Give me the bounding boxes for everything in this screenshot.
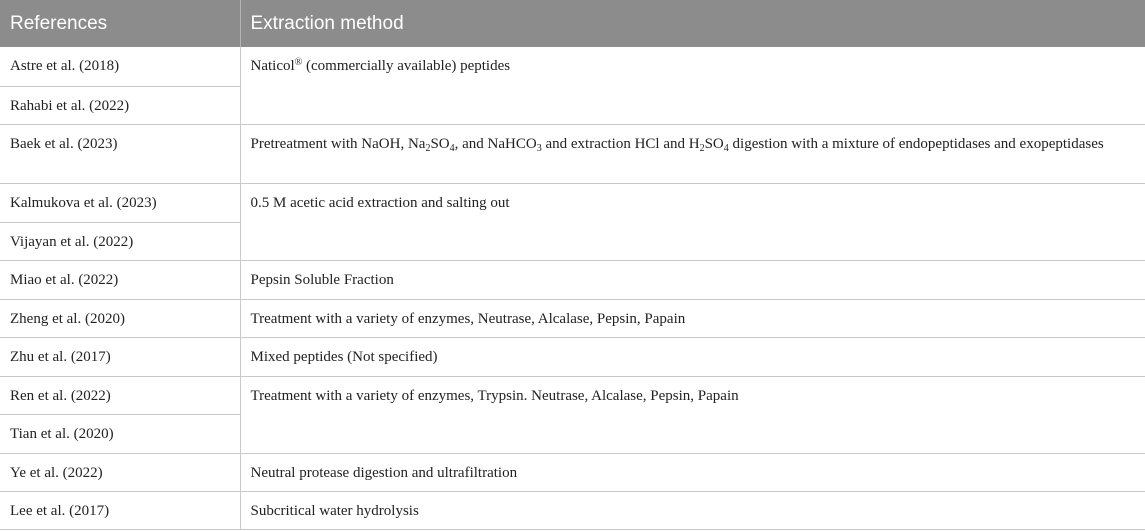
method-text: , and NaHCO — [454, 135, 537, 152]
method-text: SO — [430, 135, 450, 152]
header-references: References — [0, 0, 240, 47]
reference-cell: Baek et al. (2023) — [0, 124, 240, 183]
table-header — [0, 0, 1145, 47]
method-text: digestion with a mixture of endopeptidases and exopeptidases — [728, 135, 1104, 152]
table-row — [0, 124, 1145, 183]
table-row — [0, 260, 1145, 299]
method-cell: Pepsin Soluble Fraction — [240, 260, 1145, 299]
subscript: 4 — [723, 142, 729, 154]
table-row — [0, 453, 1145, 491]
subscript: 3 — [536, 142, 542, 154]
method-cell — [240, 124, 1145, 183]
method-text: Pretreatment with NaOH, Na — [250, 135, 426, 152]
method-cell: Treatment with a variety of enzymes, Trypsin. Neutrase, Alcalase, Pepsin, Papain — [240, 376, 1145, 453]
reference-cell: Lee et al. (2017) — [0, 491, 240, 529]
reference-cell: Ye et al. (2022) — [0, 453, 240, 491]
reference-cell: Miao et al. (2022) — [0, 260, 240, 299]
table-row — [0, 376, 1145, 414]
subscript: 2 — [699, 142, 705, 154]
method-cell: Neutral protease digestion and ultrafiltration — [240, 453, 1145, 491]
table-row — [0, 183, 1145, 222]
method-cell: Subcritical water hydrolysis — [240, 491, 1145, 529]
header-extraction-method: Extraction method — [240, 0, 1145, 47]
table-body — [0, 47, 1145, 529]
method-text: SO — [704, 135, 724, 152]
reference-cell: Astre et al. (2018) — [0, 47, 240, 86]
method-cell: Mixed peptides (Not specified) — [240, 337, 1145, 376]
method-text: and extraction HCl and H — [541, 135, 700, 152]
reference-cell: Rahabi et al. (2022) — [0, 86, 240, 124]
reference-cell: Zhu et al. (2017) — [0, 337, 240, 376]
registered-mark: ® — [294, 57, 303, 68]
reference-cell: Vijayan et al. (2022) — [0, 222, 240, 260]
reference-cell: Ren et al. (2022) — [0, 376, 240, 414]
method-cell: 0.5 M acetic acid extraction and salting out — [240, 183, 1145, 260]
table-row — [0, 299, 1145, 337]
header-row — [0, 0, 1145, 47]
reference-cell: Kalmukova et al. (2023) — [0, 183, 240, 222]
method-text: Naticol — [250, 58, 295, 74]
subscript: 4 — [449, 142, 455, 154]
reference-cell: Zheng et al. (2020) — [0, 299, 240, 337]
table-row — [0, 337, 1145, 376]
subscript: 2 — [425, 142, 431, 154]
method-text: (commercially available) peptides — [302, 58, 511, 74]
method-cell: Treatment with a variety of enzymes, Neutrase, Alcalase, Pepsin, Papain — [240, 299, 1145, 337]
table-row — [0, 47, 1145, 86]
reference-cell: Tian et al. (2020) — [0, 414, 240, 453]
method-cell — [240, 47, 1145, 124]
table-row — [0, 491, 1145, 529]
